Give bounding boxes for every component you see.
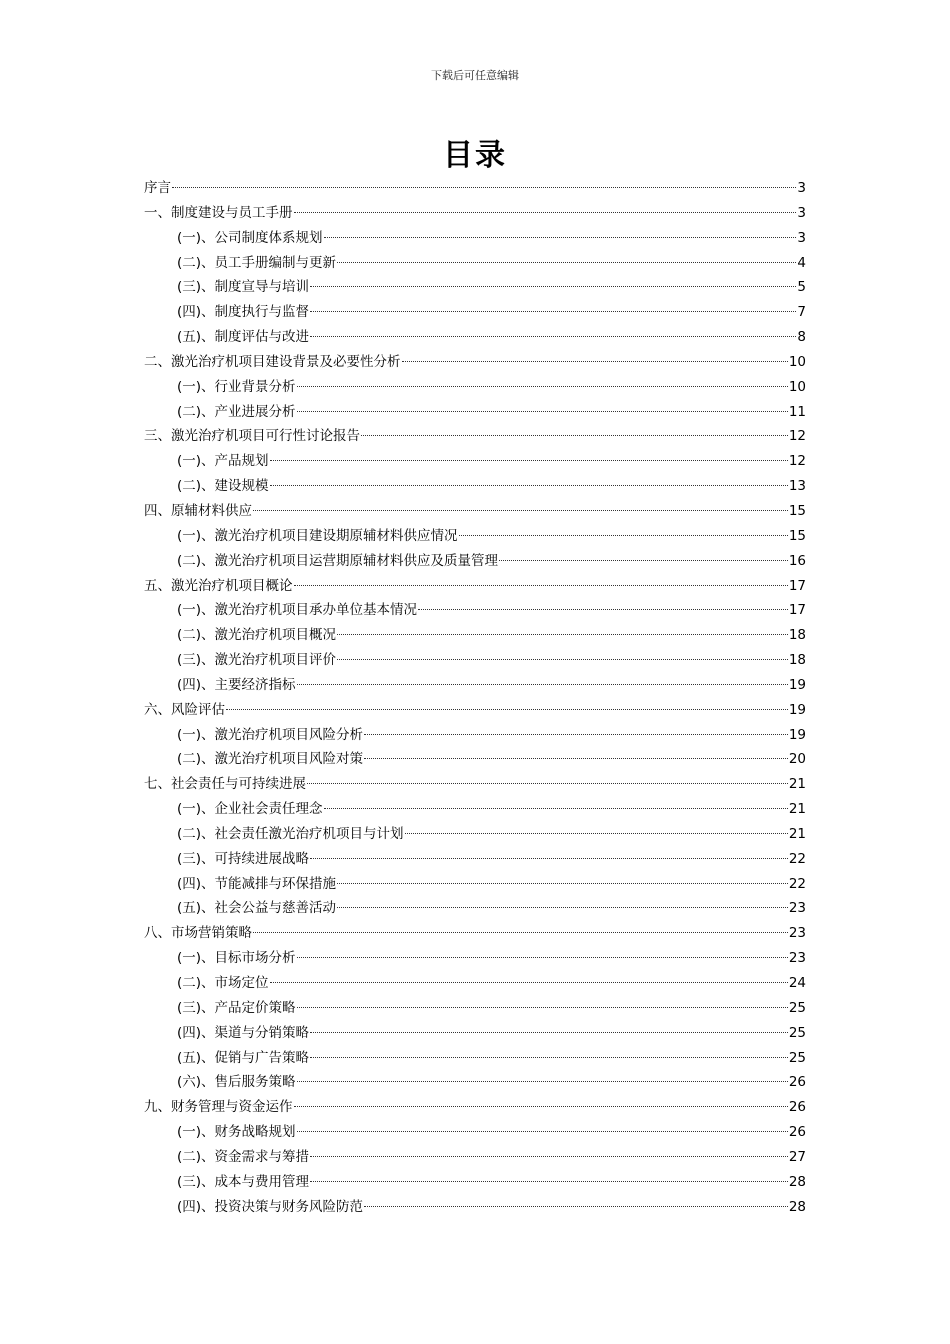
page-title: 目录 bbox=[443, 138, 507, 173]
toc-dot-leader bbox=[402, 361, 788, 362]
toc-entry[interactable] bbox=[144, 1095, 806, 1120]
toc-entry-label: 四、原辅材料供应 bbox=[144, 502, 252, 519]
toc-entry[interactable] bbox=[144, 499, 806, 524]
toc-dot-leader bbox=[294, 1106, 788, 1107]
toc-dot-leader bbox=[270, 485, 788, 486]
toc-dot-leader bbox=[172, 187, 796, 188]
toc-entry[interactable] bbox=[144, 1046, 806, 1071]
toc-dot-leader bbox=[310, 1156, 788, 1157]
toc-dot-leader bbox=[270, 460, 788, 461]
toc-dot-leader bbox=[310, 858, 788, 859]
toc-entry-label: (五)、促销与广告策略 bbox=[177, 1049, 310, 1066]
toc-entry-label: (三)、成本与费用管理 bbox=[177, 1173, 310, 1190]
toc-entry-label: 八、市场营销策略 bbox=[144, 925, 252, 942]
toc-entry[interactable] bbox=[144, 648, 806, 673]
toc-dot-leader bbox=[337, 907, 788, 908]
toc-entry-page: 19 bbox=[788, 701, 806, 718]
toc-entry-label: (四)、节能减排与环保措施 bbox=[177, 875, 337, 892]
toc-entry-page: 3 bbox=[797, 204, 806, 221]
toc-entry[interactable] bbox=[144, 574, 806, 599]
toc-entry-page: 10 bbox=[788, 353, 806, 370]
toc-entry-label: (二)、市场定位 bbox=[177, 975, 269, 991]
toc-entry-label: 六、风险评估 bbox=[144, 701, 225, 718]
toc-entry-page: 26 bbox=[788, 1099, 806, 1116]
toc-entry-label: (一)、激光治疗机项目风险分析 bbox=[177, 726, 364, 743]
toc-entry-page: 26 bbox=[788, 1074, 806, 1091]
toc-entry-label: (五)、制度评估与改进 bbox=[177, 329, 310, 346]
toc-dot-leader bbox=[337, 659, 788, 660]
toc-entry-label: (二)、社会责任激光治疗机项目与计划 bbox=[177, 825, 404, 842]
toc-entry[interactable] bbox=[144, 201, 806, 226]
table-of-contents bbox=[144, 176, 806, 1219]
toc-entry-page: 3 bbox=[797, 229, 806, 246]
toc-dot-leader bbox=[297, 1081, 788, 1082]
toc-entry-page: 5 bbox=[797, 279, 806, 296]
toc-entry-label: (二)、激光治疗机项目风险对策 bbox=[177, 751, 364, 768]
toc-entry[interactable] bbox=[144, 226, 806, 251]
toc-entry[interactable] bbox=[144, 350, 806, 375]
toc-entry-page: 8 bbox=[797, 329, 806, 346]
toc-entry[interactable] bbox=[144, 400, 806, 425]
toc-entry[interactable] bbox=[144, 698, 806, 723]
toc-entry-page: 10 bbox=[788, 378, 806, 395]
toc-entry-label: (二)、资金需求与筹措 bbox=[177, 1148, 310, 1165]
toc-entry-label: (四)、制度执行与监督 bbox=[177, 304, 310, 321]
toc-entry-page: 7 bbox=[797, 304, 806, 321]
toc-entry-label: (六)、售后服务策略 bbox=[177, 1074, 296, 1091]
toc-dot-leader bbox=[418, 609, 788, 610]
toc-entry[interactable] bbox=[144, 1170, 806, 1195]
toc-dot-leader bbox=[364, 1206, 788, 1207]
toc-entry-page: 18 bbox=[788, 652, 806, 669]
toc-dot-leader bbox=[310, 336, 796, 337]
toc-entry-label: (二)、激光治疗机项目概况 bbox=[177, 627, 337, 644]
toc-entry-page: 18 bbox=[788, 627, 806, 644]
toc-entry-page: 4 bbox=[797, 254, 806, 271]
toc-entry-label: (三)、制度宣导与培训 bbox=[177, 279, 310, 296]
toc-entry[interactable] bbox=[144, 847, 806, 872]
toc-dot-leader bbox=[310, 311, 796, 312]
toc-entry-page: 16 bbox=[788, 552, 806, 569]
toc-dot-leader bbox=[294, 212, 797, 213]
toc-entry[interactable] bbox=[144, 1120, 806, 1145]
toc-entry-label: (二)、建设规模 bbox=[177, 478, 269, 495]
toc-entry[interactable] bbox=[144, 623, 806, 648]
page-header: 下载后可任意编辑 bbox=[431, 69, 519, 82]
toc-entry-page: 23 bbox=[788, 950, 806, 967]
toc-entry-label: (二)、员工手册编制与更新 bbox=[177, 254, 337, 271]
toc-entry-page: 17 bbox=[788, 602, 806, 619]
toc-entry[interactable] bbox=[144, 1145, 806, 1170]
toc-dot-leader bbox=[337, 883, 788, 884]
toc-entry[interactable] bbox=[144, 524, 806, 549]
toc-dot-leader bbox=[294, 585, 788, 586]
toc-entry[interactable] bbox=[144, 971, 806, 996]
toc-dot-leader bbox=[405, 833, 788, 834]
toc-entry-label: (一)、财务战略规划 bbox=[177, 1124, 296, 1141]
toc-entry-label: (四)、投资决策与财务风险防范 bbox=[177, 1198, 364, 1215]
toc-entry[interactable] bbox=[144, 251, 806, 276]
toc-entry[interactable] bbox=[144, 797, 806, 822]
toc-entry-page: 20 bbox=[788, 751, 806, 768]
toc-entry-page: 19 bbox=[788, 726, 806, 743]
toc-entry[interactable] bbox=[144, 1070, 806, 1095]
toc-dot-leader bbox=[337, 634, 788, 635]
toc-dot-leader bbox=[253, 510, 788, 511]
toc-dot-leader bbox=[270, 982, 788, 983]
toc-dot-leader bbox=[324, 237, 797, 238]
toc-entry-page: 28 bbox=[788, 1173, 806, 1190]
toc-entry-label: (三)、可持续进展战略 bbox=[177, 850, 310, 867]
toc-dot-leader bbox=[310, 1181, 788, 1182]
toc-entry-page: 19 bbox=[788, 676, 806, 693]
toc-dot-leader bbox=[307, 783, 788, 784]
toc-entry-page: 26 bbox=[788, 1124, 806, 1141]
toc-entry-page: 22 bbox=[788, 875, 806, 892]
toc-entry-label: 七、社会责任与可持续进展 bbox=[144, 776, 306, 793]
toc-dot-leader bbox=[226, 709, 788, 710]
toc-entry-label: (三)、产品定价策略 bbox=[177, 999, 296, 1016]
toc-entry-page: 21 bbox=[788, 825, 806, 842]
toc-entry-page: 3 bbox=[797, 180, 806, 196]
toc-entry-label: (三)、激光治疗机项目评价 bbox=[177, 652, 337, 669]
toc-entry-label: 九、财务管理与资金运作 bbox=[144, 1099, 293, 1116]
toc-entry-label: 三、激光治疗机项目可行性讨论报告 bbox=[144, 428, 360, 445]
toc-entry[interactable] bbox=[144, 300, 806, 325]
toc-entry[interactable] bbox=[144, 996, 806, 1021]
toc-entry[interactable] bbox=[144, 275, 806, 300]
toc-dot-leader bbox=[297, 411, 788, 412]
toc-entry[interactable] bbox=[144, 872, 806, 897]
toc-entry-page: 13 bbox=[788, 478, 806, 495]
toc-entry-page: 25 bbox=[788, 1049, 806, 1066]
toc-entry-page: 21 bbox=[788, 801, 806, 818]
toc-entry-label: (四)、渠道与分销策略 bbox=[177, 1024, 310, 1041]
toc-dot-leader bbox=[310, 1057, 788, 1058]
toc-entry[interactable] bbox=[144, 549, 806, 574]
toc-dot-leader bbox=[297, 1007, 788, 1008]
toc-entry-page: 17 bbox=[788, 577, 806, 594]
toc-entry[interactable] bbox=[144, 598, 806, 623]
toc-entry-label: 序言 bbox=[144, 180, 171, 196]
toc-dot-leader bbox=[361, 435, 788, 436]
toc-entry-page: 24 bbox=[788, 975, 806, 991]
toc-entry[interactable] bbox=[144, 1195, 806, 1220]
toc-entry[interactable] bbox=[144, 375, 806, 400]
toc-entry[interactable] bbox=[144, 474, 806, 499]
toc-entry-page: 15 bbox=[788, 527, 806, 544]
toc-dot-leader bbox=[310, 286, 796, 287]
toc-entry-label: (二)、产业进展分析 bbox=[177, 403, 296, 420]
toc-dot-leader bbox=[324, 808, 788, 809]
toc-entry[interactable] bbox=[144, 673, 806, 698]
toc-entry-page: 25 bbox=[788, 1024, 806, 1041]
toc-dot-leader bbox=[310, 1032, 788, 1033]
toc-dot-leader bbox=[499, 560, 788, 561]
toc-entry-label: (五)、社会公益与慈善活动 bbox=[177, 900, 337, 917]
toc-entry-page: 11 bbox=[788, 403, 806, 420]
toc-entry[interactable] bbox=[144, 921, 806, 946]
toc-entry-label: (一)、行业背景分析 bbox=[177, 378, 296, 395]
toc-dot-leader bbox=[297, 957, 788, 958]
toc-entry-label: 一、制度建设与员工手册 bbox=[144, 204, 293, 221]
toc-entry-page: 12 bbox=[788, 453, 806, 470]
toc-entry-label: (四)、主要经济指标 bbox=[177, 676, 296, 693]
toc-entry-label: (一)、目标市场分析 bbox=[177, 950, 296, 967]
toc-entry-page: 12 bbox=[788, 428, 806, 445]
toc-entry-page: 27 bbox=[788, 1148, 806, 1165]
toc-entry-page: 21 bbox=[788, 776, 806, 793]
toc-entry-page: 23 bbox=[788, 900, 806, 917]
toc-entry[interactable] bbox=[144, 325, 806, 350]
toc-entry[interactable] bbox=[144, 946, 806, 971]
toc-entry[interactable] bbox=[144, 896, 806, 921]
toc-dot-leader bbox=[364, 758, 788, 759]
toc-dot-leader bbox=[253, 932, 788, 933]
toc-entry-page: 22 bbox=[788, 850, 806, 867]
toc-entry[interactable] bbox=[144, 822, 806, 847]
toc-entry[interactable] bbox=[144, 1021, 806, 1046]
toc-entry-label: (一)、激光治疗机项目承办单位基本情况 bbox=[177, 602, 418, 619]
toc-entry-page: 25 bbox=[788, 999, 806, 1016]
toc-dot-leader bbox=[297, 684, 788, 685]
toc-entry-label: (一)、产品规划 bbox=[177, 453, 269, 470]
toc-entry-page: 15 bbox=[788, 502, 806, 519]
toc-dot-leader bbox=[297, 1131, 788, 1132]
toc-dot-leader bbox=[364, 734, 788, 735]
toc-dot-leader bbox=[459, 535, 788, 536]
toc-entry[interactable] bbox=[144, 747, 806, 772]
toc-entry[interactable] bbox=[144, 772, 806, 797]
toc-entry-label: (二)、激光治疗机项目运营期原辅材料供应及质量管理 bbox=[177, 552, 499, 569]
toc-entry[interactable] bbox=[144, 723, 806, 748]
toc-entry-label: (一)、公司制度体系规划 bbox=[177, 229, 323, 246]
toc-entry-page: 28 bbox=[788, 1198, 806, 1215]
toc-dot-leader bbox=[297, 386, 788, 387]
toc-dot-leader bbox=[337, 262, 796, 263]
toc-entry-label: (一)、激光治疗机项目建设期原辅材料供应情况 bbox=[177, 527, 458, 544]
toc-entry[interactable] bbox=[144, 176, 806, 201]
toc-entry-label: 五、激光治疗机项目概论 bbox=[144, 577, 293, 594]
toc-entry-label: (一)、企业社会责任理念 bbox=[177, 801, 323, 818]
toc-entry-label: 二、激光治疗机项目建设背景及必要性分析 bbox=[144, 353, 401, 370]
toc-entry[interactable] bbox=[144, 449, 806, 474]
toc-entry-page: 23 bbox=[788, 925, 806, 942]
toc-entry[interactable] bbox=[144, 424, 806, 449]
